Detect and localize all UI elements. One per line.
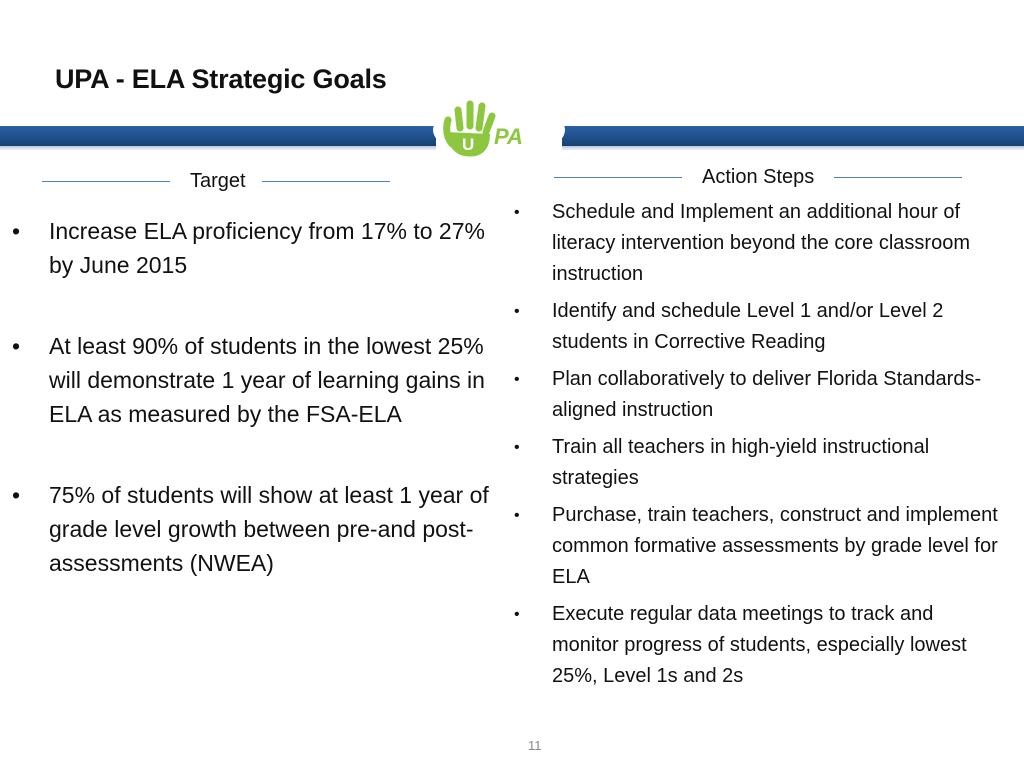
bullet-icon: • xyxy=(514,371,520,388)
header-bar-shadow-left xyxy=(0,146,436,151)
bullet-icon: • xyxy=(514,439,520,456)
bullet-icon: • xyxy=(514,204,520,221)
list-item xyxy=(512,500,1002,593)
list-item-text: Schedule and Implement an additional hour of literacy intervention beyond the core classroom instruction xyxy=(552,201,970,285)
list-item-text: Plan collaboratively to deliver Florida Standards-aligned instruction xyxy=(552,368,982,421)
list-item-text: Train all teachers in high-yield instructional strategies xyxy=(552,436,930,489)
target-heading-label: Target xyxy=(190,170,246,192)
upa-logo xyxy=(432,94,566,164)
action-steps-heading xyxy=(554,166,974,189)
bullet-icon: • xyxy=(12,482,21,508)
list-item-text: 75% of students will show at least 1 year of grade level growth between pre-and post-assessments (NWEA) xyxy=(49,482,489,576)
list-item xyxy=(512,432,1002,494)
list-item xyxy=(512,296,1002,358)
bullet-icon: • xyxy=(12,218,21,244)
list-item xyxy=(12,214,490,282)
list-item xyxy=(512,599,1002,692)
list-item-text: Identify and schedule Level 1 and/or Level 2 students in Corrective Reading xyxy=(552,300,944,353)
list-item xyxy=(12,478,490,580)
heading-rule-left xyxy=(42,181,170,182)
action-steps-list xyxy=(512,197,1002,698)
list-item xyxy=(512,197,1002,290)
bullet-icon: • xyxy=(514,507,520,524)
header-bar-left xyxy=(0,126,436,146)
list-item-text: Execute regular data meetings to track and monitor progress of students, especially lowest 25%, Level 1s and 2s xyxy=(552,603,967,687)
heading-rule-right xyxy=(262,181,390,182)
header-bar-right xyxy=(562,126,1024,146)
svg-text:PA: PA xyxy=(494,124,523,149)
bullet-icon: • xyxy=(514,303,520,320)
bullet-icon: • xyxy=(514,606,520,623)
page-number: 11 xyxy=(528,738,542,753)
list-item-text: Increase ELA proficiency from 17% to 27% by June 2015 xyxy=(49,218,485,278)
list-item-text: At least 90% of students in the lowest 25% will demonstrate 1 year of learning gains in ELA as measured by the FSA-ELA xyxy=(49,333,485,427)
action-steps-heading-label: Action Steps xyxy=(702,166,815,188)
target-list xyxy=(12,214,490,627)
heading-rule-right xyxy=(834,177,962,178)
list-item xyxy=(12,329,490,431)
svg-text:U: U xyxy=(462,135,475,154)
list-item xyxy=(512,364,1002,426)
slide-title: UPA - ELA Strategic Goals xyxy=(55,64,387,94)
header-bar-shadow-right xyxy=(562,146,1024,151)
list-item-text: Purchase, train teachers, construct and implement common formative assessments by grade level for ELA xyxy=(552,504,998,588)
bullet-icon: • xyxy=(12,333,21,359)
target-heading xyxy=(42,170,398,193)
heading-rule-left xyxy=(554,177,682,178)
